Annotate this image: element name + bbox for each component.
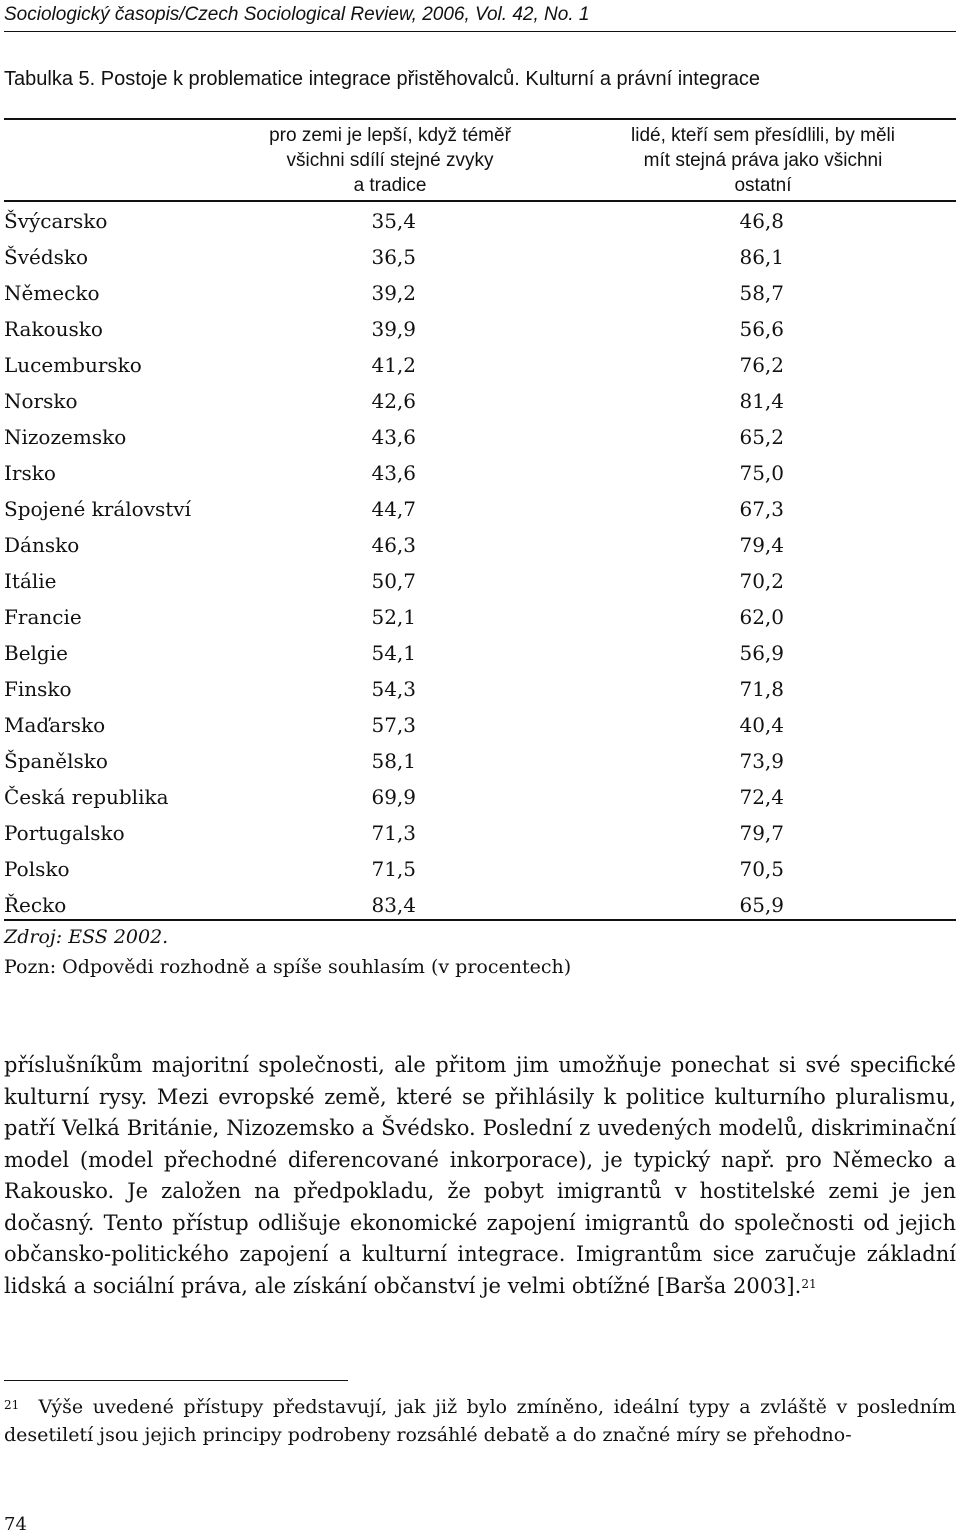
rights-value-cell: 73,9 <box>739 749 784 773</box>
body-paragraph <box>4 1050 956 1302</box>
rights-value-cell: 58,7 <box>739 281 784 305</box>
country-cell: Švýcarsko <box>4 209 108 233</box>
customs-value-cell: 36,5 <box>371 245 416 269</box>
country-cell: Lucembursko <box>4 353 142 377</box>
customs-value-cell: 39,2 <box>371 281 416 305</box>
country-cell: Portugalsko <box>4 821 125 845</box>
table-bottom-rule <box>4 919 956 921</box>
footnote-text: Výše uvedené přístupy představují, jak již bylo zmíněno, ideální typy a zvláště v posledním desetiletí jsou jejich principy podrobeny rozsáhlé debatě a do značné míry se přehodno- <box>4 1396 956 1446</box>
country-cell: Německo <box>4 281 100 305</box>
country-cell: Dánsko <box>4 533 80 557</box>
column-header-rights: lidé, kteří sem přesídlili, by měli mít stejná práva jako všichni ostatní <box>631 125 895 196</box>
table-title: Tabulka 5. Postoje k problematice integrace přistěhovalců. Kulturní a právní integrace <box>4 68 760 90</box>
rights-value-cell: 46,8 <box>739 209 784 233</box>
rights-value-cell: 81,4 <box>739 389 784 413</box>
rights-value-cell: 67,3 <box>739 497 784 521</box>
rights-value-cell: 56,9 <box>739 641 784 665</box>
country-cell: Finsko <box>4 677 72 701</box>
country-cell: Nizozemsko <box>4 425 127 449</box>
rights-value-cell: 56,6 <box>739 317 784 341</box>
table-row <box>0 816 960 852</box>
table-row <box>0 528 960 564</box>
country-cell: Francie <box>4 605 82 629</box>
table-row <box>0 600 960 636</box>
customs-value-cell: 54,3 <box>371 677 416 701</box>
body-paragraph-text: příslušníkům majoritní společnosti, ale přitom jim umožňuje ponechat si své specifické kulturní rysy. Mezi evropské země, které se přihlásily k politice kulturního pluralismu, patří Velká Británie, Nizozemsko a Švédsko. Poslední z uvedených modelů, diskriminační model (model přechodné diferencované inkorporace), je typický např. pro Německo a Rakousko. Je založen na předpokladu, že pobyt imigrantů v hostitelské zemi je jen dočasný. Tento přístup odlišuje ekonomické zapojení imigrantů do společnosti od jejich občansko-politického zapojení a kulturní integrace. Imigrantům sice zaručuje základní lidská a sociální práva, ale získání občanství je velmi obtížné [Barša 2003]. <box>4 1053 956 1298</box>
table-top-rule <box>4 118 956 120</box>
country-cell: Švédsko <box>4 245 89 269</box>
footnote-rule <box>4 1380 348 1381</box>
table-row <box>0 708 960 744</box>
table-row <box>0 672 960 708</box>
table-row <box>0 420 960 456</box>
customs-value-cell: 42,6 <box>371 389 416 413</box>
customs-value-cell: 50,7 <box>371 569 416 593</box>
table-row <box>0 204 960 240</box>
rights-value-cell: 75,0 <box>739 461 784 485</box>
customs-value-cell: 57,3 <box>371 713 416 737</box>
rights-value-cell: 65,2 <box>739 425 784 449</box>
customs-value-cell: 35,4 <box>371 209 416 233</box>
table-source: Zdroj: ESS 2002. <box>4 926 169 948</box>
table-row <box>0 348 960 384</box>
page-number: 74 <box>4 1514 27 1535</box>
table-row <box>0 780 960 816</box>
customs-value-cell: 83,4 <box>371 893 416 917</box>
column-header-customs: pro zemi je lepší, když téměř všichni sdílí stejné zvyky a tradice <box>269 125 511 196</box>
country-cell: Belgie <box>4 641 68 665</box>
rights-value-cell: 79,4 <box>739 533 784 557</box>
rights-value-cell: 79,7 <box>739 821 784 845</box>
customs-value-cell: 54,1 <box>371 641 416 665</box>
country-cell: Irsko <box>4 461 56 485</box>
customs-value-cell: 43,6 <box>371 425 416 449</box>
country-cell: Maďarsko <box>4 713 106 737</box>
table-header-rule <box>4 200 956 202</box>
customs-value-cell: 41,2 <box>371 353 416 377</box>
rights-value-cell: 70,2 <box>739 569 784 593</box>
rights-value-cell: 76,2 <box>739 353 784 377</box>
table-note: Pozn: Odpovědi rozhodně a spíše souhlasím (v procentech) <box>4 956 572 978</box>
footnote-reference: 21 <box>801 1276 817 1291</box>
rights-value-cell: 70,5 <box>739 857 784 881</box>
table-row <box>0 384 960 420</box>
country-cell: Polsko <box>4 857 70 881</box>
table-body <box>0 204 960 924</box>
footnote-number: 21 <box>4 1398 20 1412</box>
customs-value-cell: 39,9 <box>371 317 416 341</box>
customs-value-cell: 44,7 <box>371 497 416 521</box>
header-rule <box>4 31 956 32</box>
customs-value-cell: 71,3 <box>371 821 416 845</box>
footnote <box>4 1393 956 1449</box>
table-row <box>0 276 960 312</box>
country-cell: Norsko <box>4 389 78 413</box>
rights-value-cell: 72,4 <box>739 785 784 809</box>
rights-value-cell: 86,1 <box>739 245 784 269</box>
country-cell: Spojené království <box>4 497 191 521</box>
country-cell: Řecko <box>4 893 67 917</box>
customs-value-cell: 58,1 <box>371 749 416 773</box>
country-cell: Itálie <box>4 569 57 593</box>
customs-value-cell: 43,6 <box>371 461 416 485</box>
country-cell: Česká republika <box>4 785 169 809</box>
customs-value-cell: 46,3 <box>371 533 416 557</box>
customs-value-cell: 69,9 <box>371 785 416 809</box>
country-cell: Španělsko <box>4 749 108 773</box>
rights-value-cell: 62,0 <box>739 605 784 629</box>
table-row <box>0 492 960 528</box>
table-row <box>0 852 960 888</box>
table-row <box>0 240 960 276</box>
rights-value-cell: 65,9 <box>739 893 784 917</box>
table-row <box>0 636 960 672</box>
table-row <box>0 564 960 600</box>
country-cell: Rakousko <box>4 317 103 341</box>
running-head: Sociologický časopis/Czech Sociological Review, 2006, Vol. 42, No. 1 <box>4 4 590 25</box>
rights-value-cell: 71,8 <box>739 677 784 701</box>
rights-value-cell: 40,4 <box>739 713 784 737</box>
customs-value-cell: 71,5 <box>371 857 416 881</box>
table-row <box>0 456 960 492</box>
table-row <box>0 744 960 780</box>
customs-value-cell: 52,1 <box>371 605 416 629</box>
table-row <box>0 312 960 348</box>
